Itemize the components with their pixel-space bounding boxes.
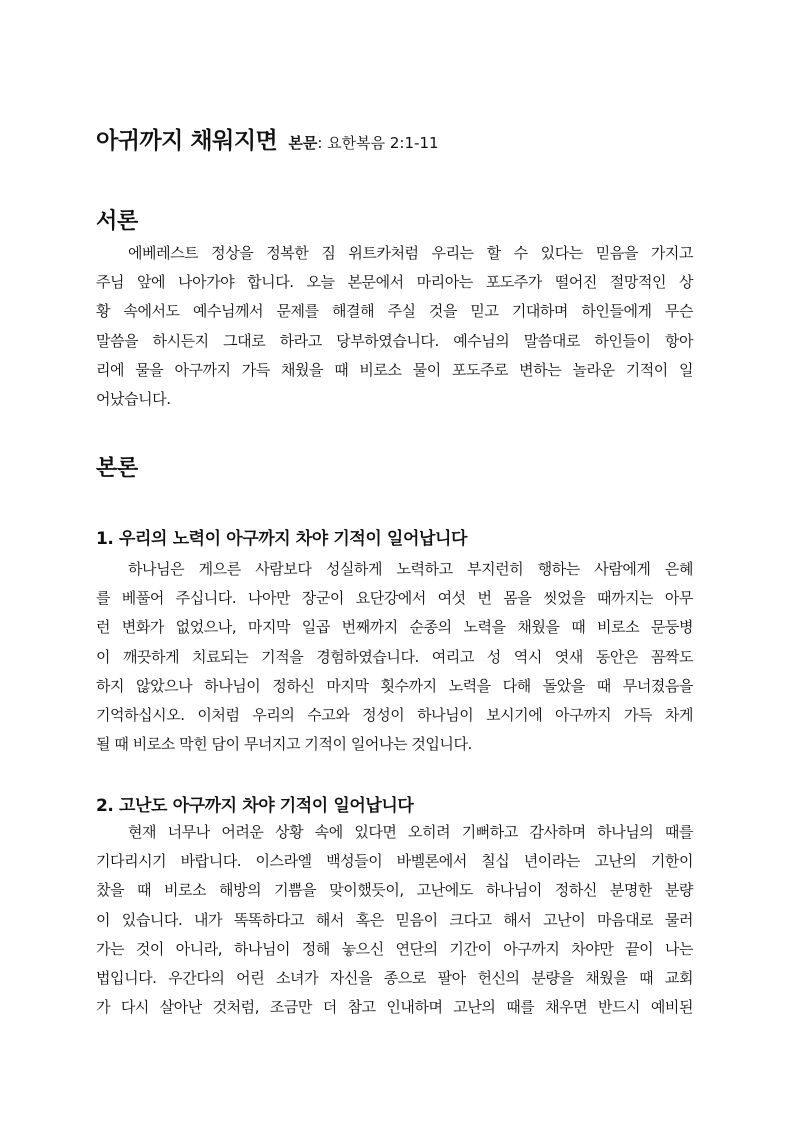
point1-paragraph [96, 555, 693, 759]
scripture-label: 본문 [288, 134, 318, 152]
sermon-title-line [96, 122, 716, 155]
body-heading: 본론 [96, 456, 138, 481]
intro-heading: 서론 [96, 209, 138, 234]
paragraph-line: 찼을 때 비로소 해방의 기쁨을 맞이했듯이, 고난에도 하나님이 정하신 분명한 분량 [96, 881, 693, 900]
point2-heading: 2. 고난도 아구까지 차야 기적이 일어납니다 [96, 796, 414, 816]
intro-paragraph [96, 239, 693, 414]
paragraph-line: 가는 것이 아니라, 하나님이 정해 놓으신 연단의 기간이 아구까지 차야만 끝이 나는 [96, 939, 693, 958]
point2-paragraph [96, 818, 693, 1022]
sermon-title: 아귀까지 채워지면 [96, 128, 278, 154]
paragraph-line: 리에 물을 아구까지 가득 채웠을 때 비로소 물이 포도주로 변하는 놀라운 기적이 일 [96, 360, 693, 379]
paragraph-line: 에베레스트 정상을 정복한 짐 위트카처럼 우리는 할 수 있다는 믿음을 가지고 [128, 244, 693, 262]
paragraph-line: 기억하십시오. 이처럼 우리의 수고와 정성이 하나님이 보시기에 아구까지 가득 차게 [96, 706, 693, 725]
paragraph-line: 가 다시 살아난 것처럼, 조금만 더 참고 인내하며 고난의 때를 채우면 반드시 예비된 [96, 998, 693, 1017]
paragraph-line: 될 때 비로소 막힌 담이 무너지고 기적이 일어나는 것입니다. [96, 735, 472, 754]
paragraph-line: 법입니다. 우간다의 어린 소녀가 자신을 종으로 팔아 헌신의 분량을 채웠을 때 교회 [96, 969, 693, 988]
paragraph-line: 현재 너무나 어려운 상황 속에 있다면 오히려 기뻐하고 감사하며 하나님의 때를 [128, 823, 693, 841]
scripture-reference: : 요한복음 2:1-11 [317, 134, 439, 152]
paragraph-line: 어났습니다. [96, 390, 171, 409]
paragraph-line: 하나님은 게으른 사람보다 성실하게 노력하고 부지런히 행하는 사람에게 은혜 [128, 560, 693, 578]
paragraph-line: 이 있습니다. 내가 똑똑하다고 해서 혹은 믿음이 크다고 해서 고난이 마음대로 물러 [96, 910, 693, 929]
paragraph-line: 이 깨끗하게 치료되는 기적을 경험하였습니다. 여리고 성 역시 엿새 동안은 꼼짝도 [96, 647, 693, 666]
paragraph-line: 황 속에서도 예수님께서 문제를 해결해 주실 것을 믿고 기대하며 하인들에게 무슨 [96, 302, 693, 321]
paragraph-line: 기다리시기 바랍니다. 이스라엘 백성들이 바벨론에서 칠십 년이라는 고난의 기한이 [96, 852, 693, 871]
paragraph-line: 하지 않았으나 하나님이 정하신 마지막 횟수까지 노력을 다해 돌았을 때 무너졌음을 [96, 676, 693, 695]
paragraph-line: 를 베풀어 주십니다. 나아만 장군이 요단강에서 여섯 번 몸을 씻었을 때까지는 아무 [96, 589, 693, 608]
paragraph-line: 런 변화가 없었으나, 마지막 일곱 번째까지 순종의 노력을 채웠을 때 비로소 문둥병 [96, 618, 693, 637]
paragraph-line: 말씀을 하시든지 그대로 하라고 당부하였습니다. 예수님의 말씀대로 하인들이 항아 [96, 331, 693, 350]
point1-heading: 1. 우리의 노력이 아구까지 차야 기적이 일어납니다 [96, 529, 468, 549]
paragraph-line: 주님 앞에 나아가야 합니다. 오늘 본문에서 마리아는 포도주가 떨어진 절망적인 상 [96, 273, 693, 292]
